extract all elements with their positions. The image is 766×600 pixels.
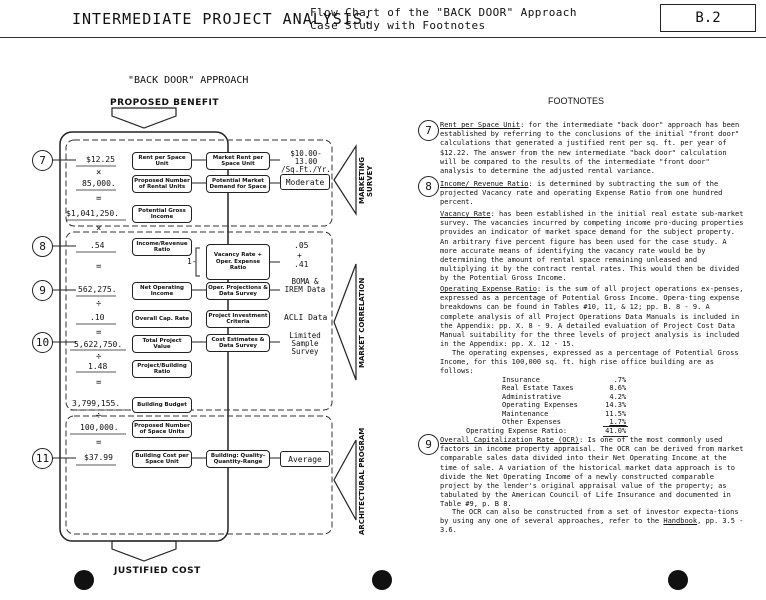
opex-item: Real Estate Taxes xyxy=(502,384,574,393)
vacancy-rate-title: Vacancy Rate xyxy=(440,210,491,218)
box-building-budget: Building Budget xyxy=(132,397,192,413)
op-equals-1: = xyxy=(96,194,102,204)
footnote-circle-7: 7 xyxy=(32,150,53,171)
diagram-title: "BACK DOOR" APPROACH xyxy=(128,75,249,86)
vacancy-rate-text: : has been established in the initial real estate sub-market survey. The vacancies incurred by competing income pro-ducing properties provides an indicator of market space demand for the subject property. An arbitrary five percent figure has been used for the case study. A more accurate means of identifying the vacancy rate would be by determining the amount of rental space remaining unleased and multiplying it by the contract rental rates. This would then be divided by the Potential Gross Income. xyxy=(440,210,744,283)
footnote-circle-8: 8 xyxy=(32,236,53,257)
value-rent: $12.25 xyxy=(86,155,115,164)
value-vacancy: .05 xyxy=(294,241,309,250)
op-equals-5: = xyxy=(96,438,102,448)
market-chevron xyxy=(334,264,356,380)
box-total-project-value: Total Project Value xyxy=(132,335,192,353)
page-code-box: B.2 xyxy=(660,4,756,32)
side-label-architectural: ARCHITECTURAL PROGRAM xyxy=(358,427,366,535)
box-potential-gross-income: Potential Gross Income xyxy=(132,205,192,223)
opex-item: Administrative xyxy=(502,392,562,401)
opex-pct: 1.7% xyxy=(609,418,627,427)
value-cap-rate: .10 xyxy=(90,313,105,322)
box-potential-market-demand: Potential Market Demand for Space xyxy=(206,175,270,193)
opex-item: Insurance xyxy=(502,376,540,384)
op-one-minus: 1- xyxy=(187,257,197,266)
punch-hole-left xyxy=(74,570,94,590)
box-vacancy-opex: Vacancy Rate + Oper. Expense Ratio xyxy=(206,244,270,280)
table-row xyxy=(500,427,628,436)
value-boma-irem: BOMA & IREM Data xyxy=(284,277,326,294)
document-subtitle-2: Case Study with Footnotes xyxy=(310,19,486,32)
value-gross-income: $1,041,250. xyxy=(66,209,119,218)
opex-ratio-paragraph xyxy=(440,285,746,349)
document-subtitle-1: Flow Chart of the "BACK DOOR" Approach xyxy=(310,6,577,19)
op-times-2: × xyxy=(96,224,102,234)
footnote-8-text: : is determined by subtracting the sum of the projected Vacancy rate and operating Expense Ratio from one hundred percent. xyxy=(440,180,723,207)
table-row xyxy=(500,410,628,418)
side-label-marketing: MARKETING SURVEY xyxy=(358,157,374,205)
box-building-cost-per-unit: Building Cost per Space Unit xyxy=(132,450,192,468)
value-net-income: 562,275. xyxy=(78,285,117,294)
opex-pct: .7% xyxy=(613,376,627,384)
op-times-1: × xyxy=(96,168,102,178)
value-plus: + xyxy=(297,251,302,260)
footnote-7 xyxy=(440,121,746,176)
opex-intro: The operating expenses, expressed as a percentage of Potential Gross Income, for this 100,000 sq. ft. high rise office building are as follows: xyxy=(440,349,739,376)
value-rent-range: $10.00-13.00 /Sq.Ft./Yr. xyxy=(281,149,331,174)
opex-total-label: Operating Expense Ratio: xyxy=(466,427,568,436)
value-income-ratio: .54 xyxy=(90,241,105,250)
proposed-benefit-label: PROPOSED BENEFIT xyxy=(110,98,219,108)
handbook-link: Handbook xyxy=(663,517,698,526)
footnote-num-7: 7 xyxy=(418,120,439,141)
value-units-2: 100,000. xyxy=(80,423,119,432)
footnote-9 xyxy=(440,436,746,510)
top-chevron-arrow xyxy=(112,108,176,128)
opex-table xyxy=(466,376,628,437)
value-budget: 3,799,155. xyxy=(72,399,121,408)
table-row xyxy=(500,393,628,401)
opex-item: Other Expenses xyxy=(502,418,562,427)
opex-item: Maintenance xyxy=(502,409,549,418)
footnote-num-8: 8 xyxy=(418,176,439,197)
opex-ratio-text: : is the sum of all project operations ex-penses, expressed as a percentage of Potential Gross Income. Opera-ting expense breakdowns can be found in Tables #10, 11, & 12; pp. B. 8 - 9. A complete analysis of all Project Operations Data Manuals is included in the Appendix: pp. X. 8 - 9. A detailed evaluation of Project Cost Data Manual suitability for the three levels of project analysis is included in the Appendix: pp. X. 12 - 15. xyxy=(440,285,744,349)
value-average: Average xyxy=(280,451,330,467)
box-proposed-space-units: Proposed Number of Space Units xyxy=(132,420,192,438)
footnotes-heading: FOOTNOTES xyxy=(548,96,604,106)
side-label-market: MARKET CORRELATION xyxy=(358,277,366,369)
value-limited-survey: Limited Sample Survey xyxy=(289,331,321,356)
op-equals-2: = xyxy=(96,262,102,272)
op-equals-4: = xyxy=(96,378,102,388)
footnote-9-text: : Is one of the most commonly used factors in income property appraisal. The OCR can be derived from market comparable sales data divided into their Net Operating Income at the time of sale. A variation of the historical market data approach is to divide the Net Operating Income of a newly constructed comparable project by the lender's original appraisal value of the property; as tabulated by the American Council of Life Insurance and documented in Table #9, p. B 8. xyxy=(440,436,744,509)
box-proposed-rental-units: Proposed Number of Rental Units xyxy=(132,175,192,193)
value-project-value: 5,622,750. xyxy=(74,340,123,349)
box-cost-estimates: Cost Estimates & Data Survey xyxy=(206,334,270,352)
box-project-investment: Project Investment Criteria xyxy=(206,310,270,328)
value-units: 85,000. xyxy=(82,179,116,188)
footnote-circle-11: 11 xyxy=(32,448,53,469)
table-row xyxy=(500,418,628,427)
opex-item: Operating Expenses xyxy=(502,401,578,410)
footnote-circle-9: 9 xyxy=(32,280,53,301)
value-acli: ACLI Data xyxy=(284,313,328,322)
box-market-rent: Market Rent per Space Unit xyxy=(206,152,270,170)
opex-pct: 8.6% xyxy=(609,384,627,393)
op-divide-3: ÷ xyxy=(96,411,102,421)
opex-ratio-title: Operating Expense Ratio xyxy=(440,285,537,293)
box-net-operating-income: Net Operating Income xyxy=(132,282,192,300)
op-divide-2: ÷ xyxy=(96,352,102,362)
table-row xyxy=(500,384,628,392)
justified-cost-label: JUSTIFIED COST xyxy=(114,566,201,576)
op-equals-3: = xyxy=(96,328,102,338)
box-rent-per-space-unit: Rent per Space Unit xyxy=(132,152,192,170)
value-cost-per-unit: $37.99 xyxy=(84,453,113,462)
box-income-revenue-ratio: Income/Revenue Ratio xyxy=(132,238,192,256)
footnote-9-title: Overall Capitalization Rate (OCR) xyxy=(440,436,580,444)
value-opex: .41 xyxy=(294,260,309,269)
bottom-chevron-arrow xyxy=(112,541,176,561)
footnote-7-text: : for the intermediate "back door" approach has been established by referring to the conclusions of the initial "front door" calculations that generated a justified rent per sq. ft. per year of $12.22. The answer from the new intermediate "back door" calculation will be compared to the results of the intermediate "front door" analysis to determine the adjusted rental variance. xyxy=(440,121,740,176)
value-moderate: Moderate xyxy=(280,174,330,190)
marketing-chevron xyxy=(334,146,356,214)
box-project-building-ratio: Project/Building Ratio xyxy=(132,360,192,378)
punch-hole-center xyxy=(372,570,392,590)
opex-pct: 14.3% xyxy=(605,401,627,410)
footnote-8-title: Income/ Revenue Ratio xyxy=(440,180,529,188)
value-project-ratio: 1.48 xyxy=(88,362,108,371)
table-row xyxy=(500,376,628,384)
footnote-9-extra xyxy=(440,508,746,536)
table-row xyxy=(500,401,628,409)
punch-hole-right xyxy=(668,570,688,590)
opex-pct: 11.5% xyxy=(605,409,627,418)
box-oper-projections: Oper. Projections & Data Survey xyxy=(206,282,270,300)
op-divide-1: ÷ xyxy=(96,299,102,309)
vacancy-rate-paragraph xyxy=(440,210,746,284)
footnote-9-text3: , pp. 3.5 - 3.6. xyxy=(440,517,744,535)
footnote-9-text2: The OCR can also be constructed from a set of investor expecta-tions by using any one of several approaches, refer to the xyxy=(440,508,739,526)
footnote-num-9: 9 xyxy=(418,434,439,455)
box-overall-cap-rate: Overall Cap. Rate xyxy=(132,310,192,328)
box-building-quality: Building: Quality-Quantity-Range xyxy=(206,450,270,468)
architectural-chevron xyxy=(334,440,356,520)
document-title: INTERMEDIATE PROJECT ANALYSIS: xyxy=(72,10,373,28)
footnote-8 xyxy=(440,180,746,208)
footnote-circle-10: 10 xyxy=(32,332,53,353)
opex-pct: 4.2% xyxy=(609,392,627,401)
opex-total-pct: 41.0% xyxy=(605,427,627,436)
footnote-7-title: Rent per Space Unit xyxy=(440,121,521,129)
